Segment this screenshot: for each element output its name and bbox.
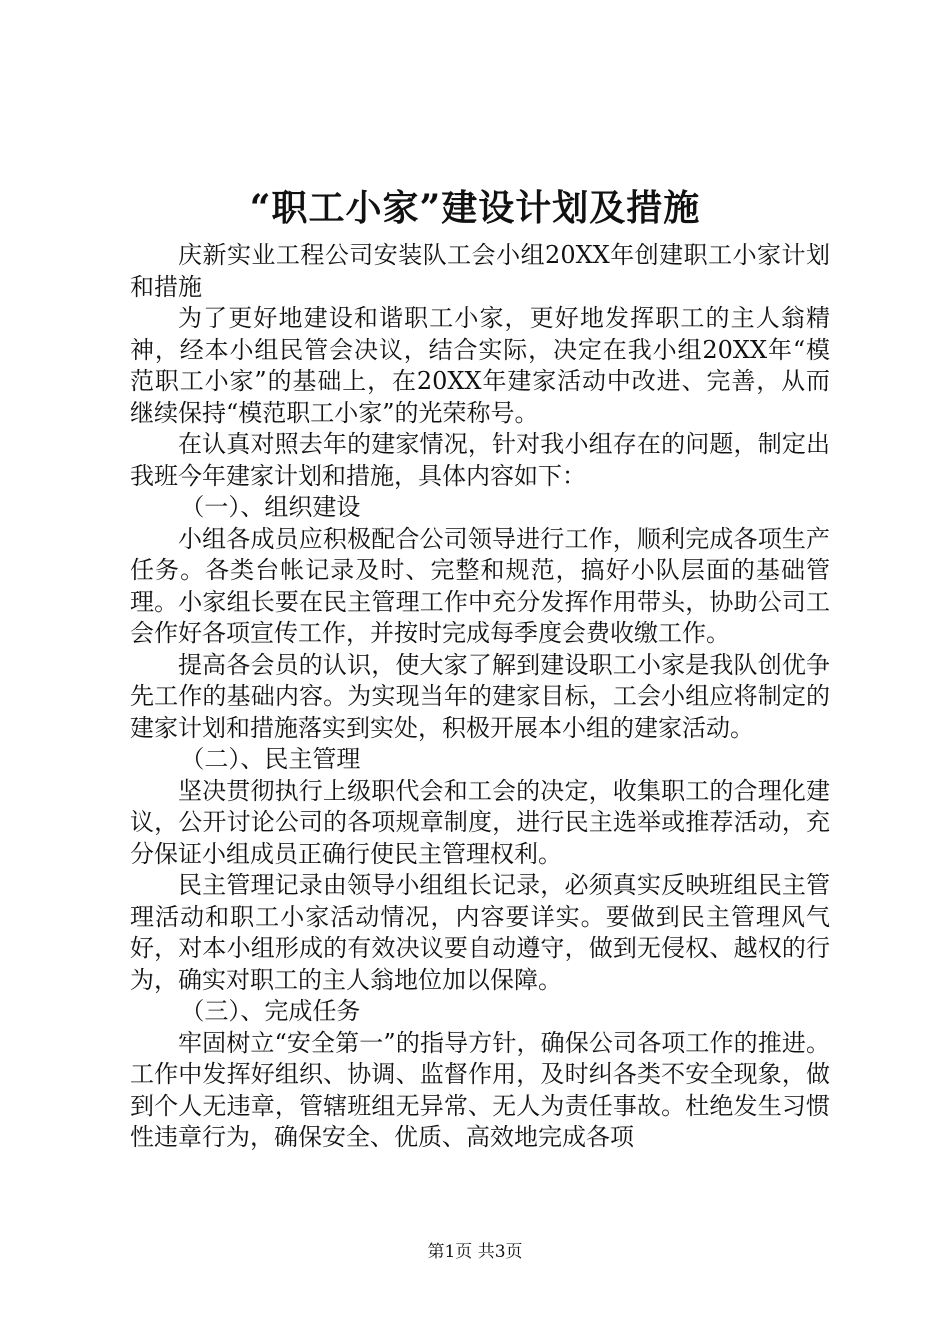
organization-paragraph-1: 小组各成员应积极配合公司领导进行工作，顺利完成各项生产任务。各类台帐记录及时、完整和规范，搞好小队层面的基础管理。小家组长要在民主管理工作中充分发挥作用带头，协助公司工会作好各项宣传工作，并按时完成每季度会费收缴工作。 [130,524,830,647]
document-body [130,240,830,1154]
democratic-management-paragraph-1: 坚决贯彻执行上级职代会和工会的决定，收集职工的合理化建议，公开讨论公司的各项规章制度，进行民主选举或推荐活动，充分保证小组成员正确行使民主管理权利。 [130,776,830,868]
democratic-management-paragraph-2: 民主管理记录由领导小组组长记录，必须真实反映班组民主管理活动和职工小家活动情况，内容要详实。要做到民主管理风气好，对本小组形成的有效决议要自动遵守，做到无侵权、越权的行为，确实对职工的主人翁地位加以保障。 [130,871,830,994]
tasks-paragraph: 牢固树立“安全第一”的指导方针，确保公司各项工作的推进。工作中发挥好组织、协调、监督作用，及时纠各类不安全现象，做到个人无违章，管辖班组无异常、无人为责任事故。杜绝发生习惯性违章行为，确保安全、优质、高效地完成各项 [130,1028,830,1151]
section-heading-organization: （一）、组织建设 [180,493,361,521]
purpose-paragraph: 为了更好地建设和谐职工小家，更好地发挥职工的主人翁精神，经本小组民管会决议，结合实际，决定在我小组20XX年“模范职工小家”的基础上，在20XX年建家活动中改进、完善，从而继续保持“模范职工小家”的光荣称号。 [130,304,830,427]
page-footer: 第1页 共3页 [427,1242,523,1262]
document-title: “职工小家”建设计划及措施 [249,187,701,229]
overview-paragraph: 在认真对照去年的建家情况，针对我小组存在的问题，制定出我班今年建家计划和措施，具体内容如下： [130,430,830,490]
section-heading-democratic-management: （二）、民主管理 [180,745,361,773]
organization-paragraph-2: 提高各会员的认识，使大家了解到建设职工小家是我队创优争先工作的基础内容。为实现当年的建家目标，工会小组应将制定的建家计划和措施落实到实处，积极开展本小组的建家活动。 [130,650,830,742]
intro-paragraph: 庆新实业工程公司安装队工会小组20XX年创建职工小家计划和措施 [130,241,830,301]
section-heading-tasks: （三）、完成任务 [180,997,361,1025]
